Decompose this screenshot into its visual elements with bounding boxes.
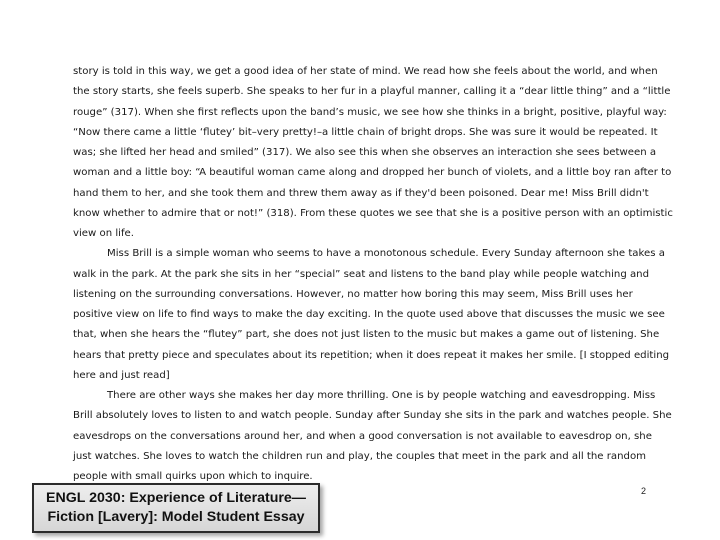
course-label-line-2: Fiction [Lavery]: Model Student Essay bbox=[47, 509, 305, 525]
course-label-line-1: ENGL 2030: Experience of Literature— bbox=[46, 490, 306, 506]
page-number: 2 bbox=[641, 486, 647, 496]
course-label-box bbox=[32, 483, 320, 533]
essay-paragraph-2: Miss Brill is a simple woman who seems to have a monotonous schedule. Every Sunday afternoon she takes a walk in the park. At the park she sits in her “special” seat and listens to the band play while people watching and listening on the surrounding conversations. However, no matter how boring this may seem, Miss Brill uses her positive view on life to find ways to make the day exciting. In the quote used above that discusses the music we see that, when she hears the “flutey” part, she does not just listen to the music but makes a game out of listening. She hears that pretty piece and speculates about its repetition; when it does repeat it makes her smile. [I stopped editing here and just read] bbox=[73, 248, 670, 381]
essay-body bbox=[73, 62, 673, 487]
essay-paragraph-1: story is told in this way, we get a good idea of her state of mind. We read how she feels about the world, and when the story starts, she feels superb. She speaks to her fur in a playful manner, calling it a “dear little thing” and a “little rouge” (317). When she first reflects upon the band’s music, we see how she thinks in a bright, positive, playful way: “Now there came a little ‘flutey’ bit–very pretty!–a little chain of bright drops. She was sure it would be repeated. It was; she lifted her head and smiled” (317). We also see this when she observes an interaction she sees between a woman and a little boy: “A beautiful woman came along and dropped her bunch of violets, and a little boy ran after to hand them to her, and she took them and threw them away as if they'd been poisoned. Dear me! Miss Brill didn't know whether to admire that or not!” (318). From these quotes we see that she is a positive person with an optimistic view on life. bbox=[73, 66, 673, 239]
essay-paragraph-3: There are other ways she makes her day more thrilling. One is by people watching and eavesdropping. Miss Brill absolutely loves to listen to and watch people. Sunday after Sunday she sits in the park and watches people. She eavesdrops on the conversations around her, and when a good conversation is not available to eavesdrop on, she just watches. She loves to watch the children run and play, the couples that meet in the park and all the random people with small quirks upon which to inquire. bbox=[73, 390, 672, 482]
